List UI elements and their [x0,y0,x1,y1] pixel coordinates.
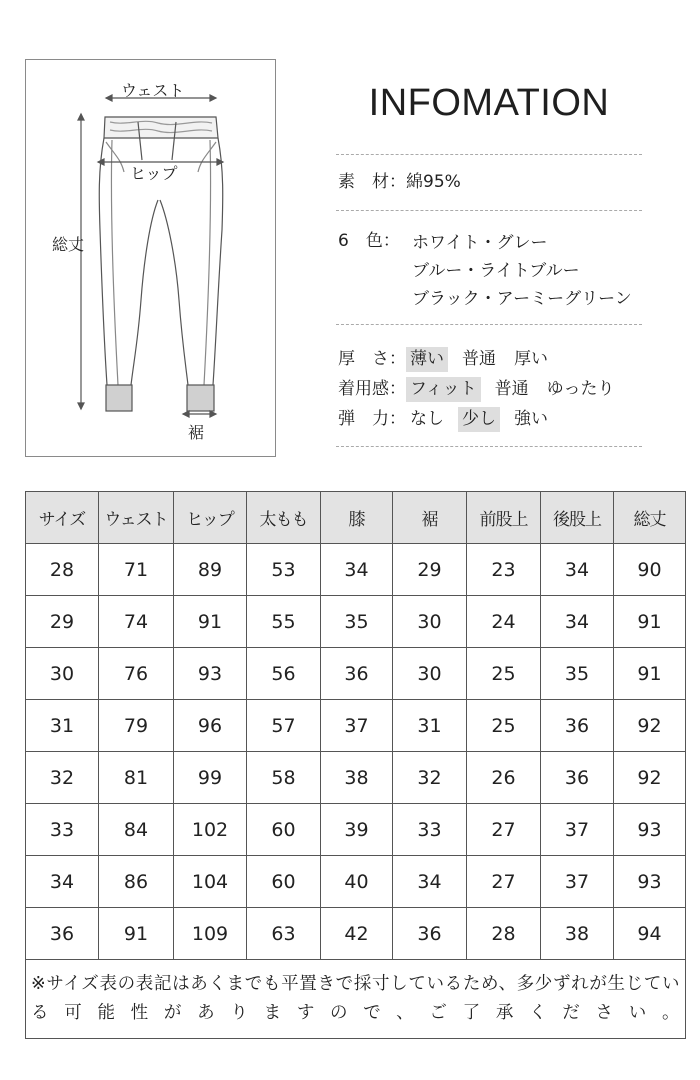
table-row [26,700,686,752]
length-label: 総丈 [52,235,85,254]
size-note: ※サイズ表の表記はあくまでも平置きで採寸しているため、多少ずれが生じている可能性がありますので、ご了承ください。 [26,960,686,1039]
color-item: ホワイト・グレー [412,233,548,253]
table-cell: 96 [174,700,247,752]
fit-row [338,377,628,402]
table-row [26,908,686,960]
column-header: ウェスト [99,492,174,544]
stretch-option: なし [410,409,444,429]
table-cell: 93 [614,804,686,856]
hem-label: 裾 [188,423,205,442]
table-header-row [26,492,686,544]
column-header: サイズ [26,492,99,544]
table-cell: 74 [99,596,174,648]
table-cell: 109 [174,908,247,960]
table-cell: 93 [614,856,686,908]
material-label: 素 材： [338,172,406,192]
table-cell: 27 [467,804,541,856]
table-row [26,804,686,856]
column-header: ヒップ [174,492,247,544]
table-cell: 34 [26,856,99,908]
table-cell: 34 [321,544,393,596]
table-cell: 35 [321,596,393,648]
column-header: 前股上 [467,492,541,544]
table-cell: 34 [393,856,467,908]
table-cell: 25 [467,648,541,700]
color-item: ブルー・ライトブルー [412,261,580,281]
table-cell: 39 [321,804,393,856]
table-cell: 23 [467,544,541,596]
table-cell: 38 [321,752,393,804]
note-row [26,960,686,1039]
table-cell: 29 [26,596,99,648]
table-cell: 102 [174,804,247,856]
table-cell: 26 [467,752,541,804]
table-cell: 37 [321,700,393,752]
table-cell: 53 [247,544,321,596]
table-cell: 34 [541,544,614,596]
table-cell: 31 [26,700,99,752]
table-cell: 91 [99,908,174,960]
divider [336,210,642,211]
table-cell: 55 [247,596,321,648]
column-header: 裾 [393,492,467,544]
thickness-option: 普通 [462,349,496,369]
table-cell: 36 [541,752,614,804]
fit-label: 着用感： [338,379,406,399]
table-cell: 35 [541,648,614,700]
table-cell: 40 [321,856,393,908]
table-cell: 24 [467,596,541,648]
table-cell: 36 [393,908,467,960]
table-cell: 38 [541,908,614,960]
table-cell: 25 [467,700,541,752]
column-header: 太もも [247,492,321,544]
table-cell: 36 [321,648,393,700]
table-cell: 56 [247,648,321,700]
table-cell: 91 [174,596,247,648]
table-cell: 94 [614,908,686,960]
divider [336,324,642,325]
stretch-label: 弾 力： [338,409,406,429]
table-row [26,544,686,596]
info-title: INFOMATION [368,82,610,124]
pants-measurement-diagram [25,59,276,457]
stretch-option-selected: 少し [458,407,500,432]
stretch-row [338,407,562,432]
table-cell: 27 [467,856,541,908]
table-cell: 31 [393,700,467,752]
table-cell: 76 [99,648,174,700]
table-cell: 57 [247,700,321,752]
table-cell: 99 [174,752,247,804]
table-cell: 104 [174,856,247,908]
column-header: 後股上 [541,492,614,544]
table-cell: 37 [541,856,614,908]
table-cell: 91 [614,648,686,700]
table-cell: 92 [614,700,686,752]
table-cell: 28 [467,908,541,960]
table-cell: 30 [26,648,99,700]
thickness-option-selected: 薄い [406,347,448,372]
table-cell: 30 [393,596,467,648]
jogger-pants-icon [26,60,277,458]
table-cell: 30 [393,648,467,700]
table-cell: 32 [393,752,467,804]
column-header: 膝 [321,492,393,544]
table-cell: 86 [99,856,174,908]
color-label: 6 色： [338,231,400,251]
thickness-option: 厚い [514,349,548,369]
material-value: 綿95% [406,172,461,192]
column-header: 総丈 [614,492,686,544]
table-cell: 81 [99,752,174,804]
table-cell: 32 [26,752,99,804]
table-cell: 33 [393,804,467,856]
table-cell: 93 [174,648,247,700]
table-cell: 42 [321,908,393,960]
table-cell: 36 [541,700,614,752]
color-item: ブラック・アーミーグリーン [412,289,632,309]
table-cell: 63 [247,908,321,960]
table-cell: 90 [614,544,686,596]
table-cell: 60 [247,856,321,908]
table-cell: 79 [99,700,174,752]
table-cell: 37 [541,804,614,856]
table-row [26,596,686,648]
table-row [26,648,686,700]
table-cell: 91 [614,596,686,648]
table-cell: 60 [247,804,321,856]
size-table [25,491,686,1039]
thickness-row [338,347,562,372]
thickness-label: 厚 さ： [338,349,406,369]
color-list [412,229,632,313]
table-cell: 34 [541,596,614,648]
table-cell: 36 [26,908,99,960]
table-row [26,856,686,908]
color-row [338,229,400,254]
stretch-option: 強い [514,409,548,429]
divider [336,154,642,155]
table-row [26,752,686,804]
table-cell: 58 [247,752,321,804]
material-row [338,170,461,195]
fit-option-selected: フィット [406,377,481,402]
table-cell: 89 [174,544,247,596]
table-cell: 84 [99,804,174,856]
waist-label: ウェスト [121,81,185,100]
divider [336,446,642,447]
hip-label: ヒップ [130,164,178,183]
table-cell: 29 [393,544,467,596]
fit-option: 普通 [494,379,529,399]
table-cell: 28 [26,544,99,596]
table-cell: 71 [99,544,174,596]
fit-option: ゆったり [546,379,615,399]
table-body [26,544,686,960]
table-cell: 33 [26,804,99,856]
table-cell: 92 [614,752,686,804]
